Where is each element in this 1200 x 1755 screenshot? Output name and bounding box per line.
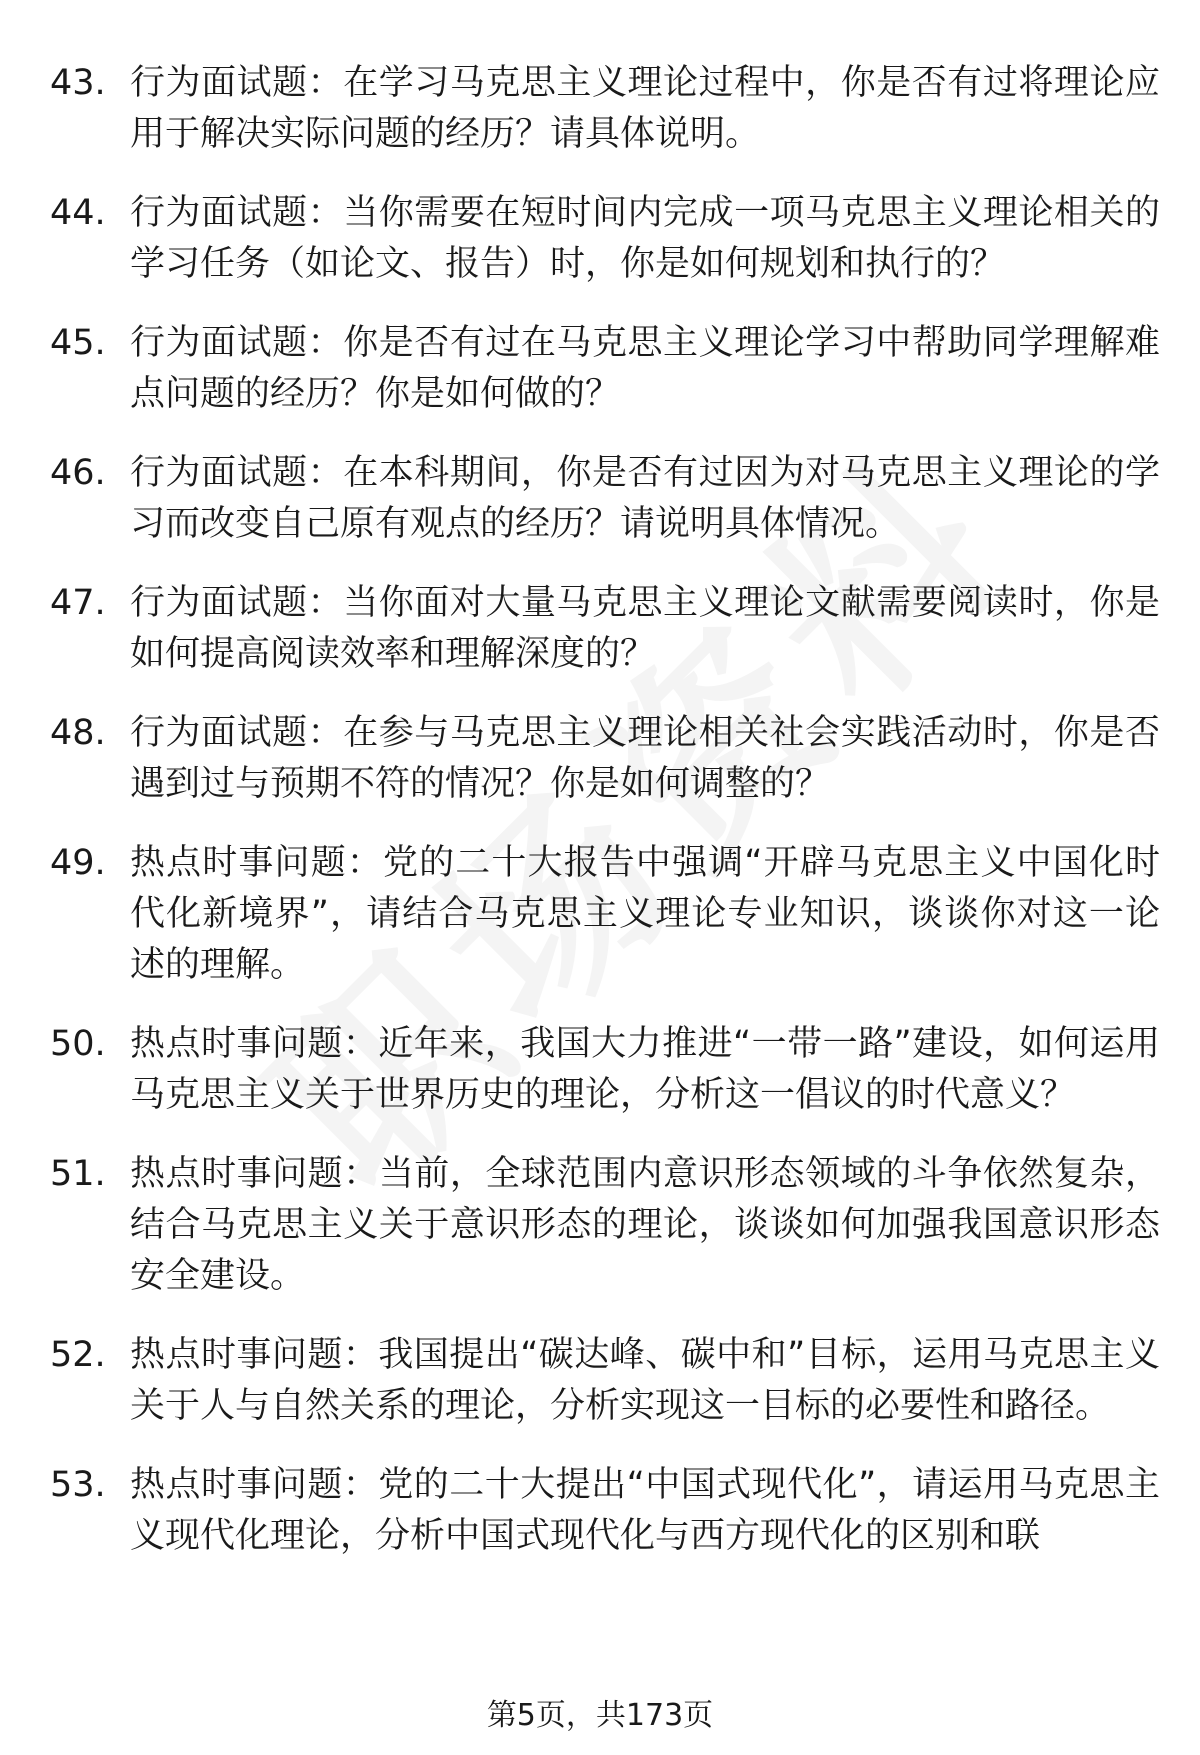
list-item bbox=[50, 838, 1160, 991]
item-number: 48. bbox=[50, 713, 106, 753]
item-number: 51. bbox=[50, 1154, 106, 1194]
item-number: 52. bbox=[50, 1335, 106, 1375]
item-number: 47. bbox=[50, 583, 106, 623]
list-item bbox=[50, 318, 1160, 420]
list-item bbox=[50, 188, 1160, 290]
item-text: 热点时事问题：当前，全球范围内意识形态领域的斗争依然复杂，结合马克思主义关于意识形态的理论，谈谈如何加强我国意识形态安全建设。 bbox=[130, 1154, 1160, 1296]
list-item bbox=[50, 448, 1160, 550]
item-number: 45. bbox=[50, 323, 106, 363]
item-text: 热点时事问题：我国提出“碳达峰、碳中和”目标，运用马克思主义关于人与自然关系的理论，分析实现这一目标的必要性和路径。 bbox=[130, 1335, 1160, 1426]
item-text: 行为面试题：在学习马克思主义理论过程中，你是否有过将理论应用于解决实际问题的经历？请具体说明。 bbox=[130, 63, 1160, 154]
item-text: 行为面试题：当你面对大量马克思主义理论文献需要阅读时，你是如何提高阅读效率和理解深度的？ bbox=[130, 583, 1160, 674]
item-number: 44. bbox=[50, 193, 106, 233]
list-item bbox=[50, 578, 1160, 680]
item-text: 行为面试题：当你需要在短时间内完成一项马克思主义理论相关的学习任务（如论文、报告）时，你是如何规划和执行的？ bbox=[130, 193, 1160, 284]
item-text: 行为面试题：在本科期间，你是否有过因为对马克思主义理论的学习而改变自己原有观点的经历？请说明具体情况。 bbox=[130, 453, 1160, 544]
list-item bbox=[50, 1330, 1160, 1432]
question-list bbox=[50, 58, 1160, 1590]
item-text: 热点时事问题：党的二十大提出“中国式现代化”，请运用马克思主义现代化理论，分析中国式现代化与西方现代化的区别和联 bbox=[130, 1465, 1160, 1556]
list-item bbox=[50, 58, 1160, 160]
item-text: 行为面试题：你是否有过在马克思主义理论学习中帮助同学理解难点问题的经历？你是如何做的？ bbox=[130, 323, 1160, 414]
list-item bbox=[50, 1019, 1160, 1121]
list-item bbox=[50, 708, 1160, 810]
item-number: 43. bbox=[50, 63, 106, 103]
item-number: 49. bbox=[50, 843, 106, 883]
item-text: 行为面试题：在参与马克思主义理论相关社会实践活动时，你是否遇到过与预期不符的情况？你是如何调整的？ bbox=[130, 713, 1160, 804]
item-text: 热点时事问题：近年来，我国大力推进“一带一路”建设，如何运用马克思主义关于世界历史的理论，分析这一倡议的时代意义？ bbox=[130, 1024, 1160, 1115]
item-number: 46. bbox=[50, 453, 106, 493]
list-item bbox=[50, 1460, 1160, 1562]
item-text: 热点时事问题：党的二十大报告中强调“开辟马克思主义中国化时代化新境界”，请结合马克思主义理论专业知识，谈谈你对这一论述的理解。 bbox=[130, 843, 1160, 985]
item-number: 53. bbox=[50, 1465, 106, 1505]
list-item bbox=[50, 1149, 1160, 1302]
page-footer: 第5页，共173页 bbox=[486, 1698, 714, 1733]
item-number: 50. bbox=[50, 1024, 106, 1064]
